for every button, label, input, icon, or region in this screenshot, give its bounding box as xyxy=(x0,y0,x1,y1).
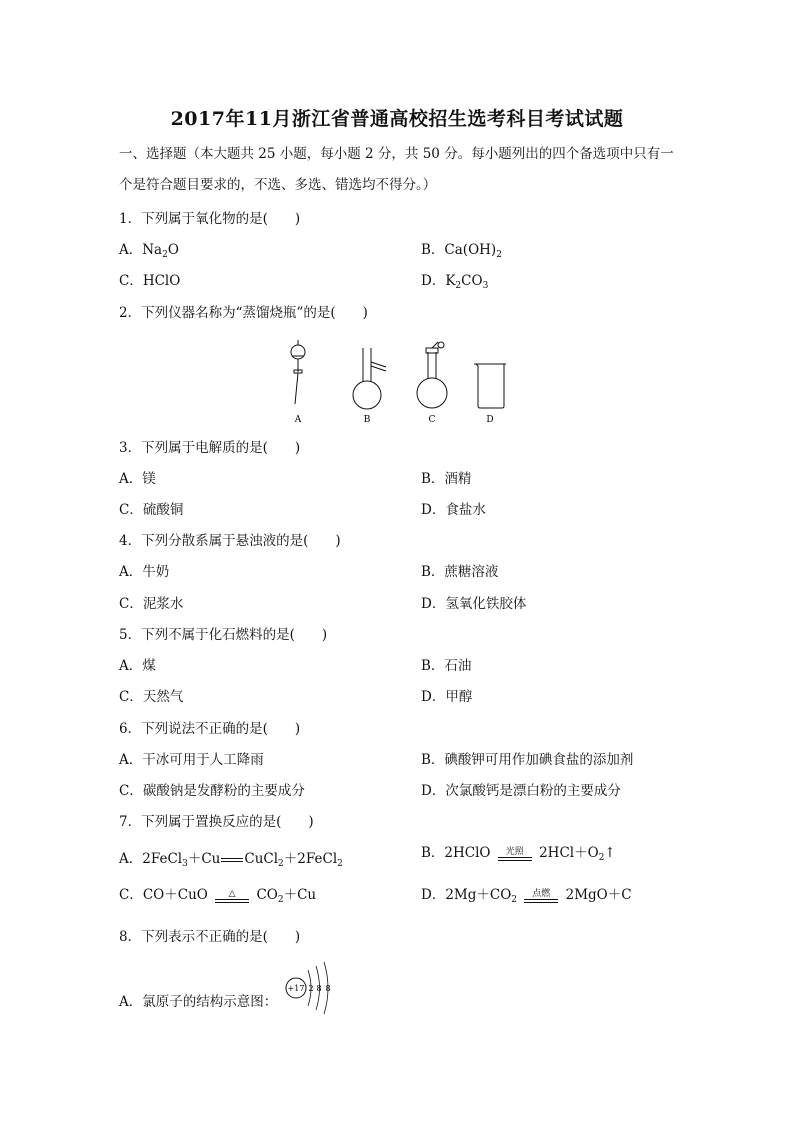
distillation-flask-icon xyxy=(353,348,386,409)
apparatus-label-b: B xyxy=(363,415,371,425)
question-4-option-d: D．氢氧化铁胶体 xyxy=(421,596,527,612)
question-4-stem: 4．下列分散系属于悬浊液的是( ) xyxy=(119,533,341,549)
question-8-option-a: A．氯原子的结构示意图： xyxy=(119,994,278,1010)
question-6-option-c: C．碳酸钠是发酵粉的主要成分 xyxy=(119,783,305,799)
question-4-option-c: C．泥浆水 xyxy=(119,596,184,612)
question-3-stem: 3．下列属于电解质的是( ) xyxy=(119,440,301,456)
question-5-option-a: A．煤 xyxy=(119,658,156,674)
question-3-option-b: B．酒精 xyxy=(421,471,472,487)
nucleus-charge: +17 xyxy=(287,984,305,993)
intro-line-1: 一、选择题（本大题共 25 小题，每小题 2 分，共 50 分。每小题列出的四个备选项中只有一 xyxy=(119,146,674,162)
stoppered-flask-icon xyxy=(417,342,447,408)
question-6-option-a: A．干冰可用于人工降雨 xyxy=(119,752,264,768)
page-title: 2017年11月浙江省普通高校招生选考科目考试试题 xyxy=(170,108,624,130)
shell-2-electrons: 8 xyxy=(316,984,322,993)
question-2-stem: 2．下列仪器名称为“蒸馏烧瓶”的是( ) xyxy=(119,305,368,321)
equals-sign-icon xyxy=(221,858,243,862)
shell-3-electrons: 8 xyxy=(325,984,331,993)
question-4-option-b: B．蔗糖溶液 xyxy=(421,564,499,580)
question-5-option-d: D．甲醇 xyxy=(421,689,473,705)
question-3-option-c: C．硫酸铜 xyxy=(119,502,184,518)
question-3-option-a: A．镁 xyxy=(119,471,156,487)
intro-line-2: 个是符合题目要求的，不选、多选、错选均不得分。） xyxy=(119,177,437,193)
shell-1-electrons: 2 xyxy=(308,984,314,993)
lab-apparatus-figure xyxy=(280,338,520,428)
apparatus-label-d: D xyxy=(486,415,494,425)
question-7-option-a: A．2FeCl$_3$＋Cu CuCl$_2$＋2FeCl$_2$ xyxy=(119,851,343,869)
beaker-icon xyxy=(474,364,506,408)
question-1-stem: 1．下列属于氧化物的是( ) xyxy=(119,211,301,227)
chlorine-atom-structure-diagram xyxy=(278,958,338,1018)
reaction-condition: 光照 xyxy=(498,847,532,861)
question-6-option-b: B．碘酸钾可用作加碘食盐的添加剂 xyxy=(421,752,634,768)
question-3-option-d: D．食盐水 xyxy=(421,502,486,518)
reaction-condition: 点燃 xyxy=(524,889,558,903)
apparatus-label-a: A xyxy=(294,415,302,425)
question-6-stem: 6．下列说法不正确的是( ) xyxy=(119,721,301,737)
reaction-condition: △ xyxy=(215,889,249,903)
question-1-option-b: B．$Ca(OH)_2$ xyxy=(421,242,502,260)
question-1-option-a: A．$Na_2O$ xyxy=(119,242,179,260)
question-5-option-c: C．天然气 xyxy=(119,689,184,705)
apparatus-label-c: C xyxy=(428,415,436,425)
question-7-option-d: D．$2Mg+CO_2$ 点燃 2MgO＋C xyxy=(421,887,632,905)
section-intro xyxy=(119,139,679,201)
question-5-stem: 5．下列不属于化石燃料的是( ) xyxy=(119,627,328,643)
separatory-funnel-icon xyxy=(291,340,305,404)
question-7-stem: 7．下列属于置换反应的是( ) xyxy=(119,814,314,830)
question-7-option-c: C．CO＋CuO △ $CO_2+Cu$ xyxy=(119,887,317,905)
question-4-option-a: A．牛奶 xyxy=(119,564,170,580)
question-1-option-d: D．$K_2CO_3$ xyxy=(421,273,489,291)
question-7-option-b: B．2HClO 光照 $2HCl+O_2↑$ xyxy=(421,845,616,863)
gas-arrow-icon: ↑ xyxy=(604,845,616,861)
question-1-option-c: C．HClO xyxy=(119,273,181,289)
question-5-option-b: B．石油 xyxy=(421,658,472,674)
question-6-option-d: D．次氯酸钙是漂白粉的主要成分 xyxy=(421,783,621,799)
question-8-stem: 8．下列表示不正确的是( ) xyxy=(119,929,301,945)
